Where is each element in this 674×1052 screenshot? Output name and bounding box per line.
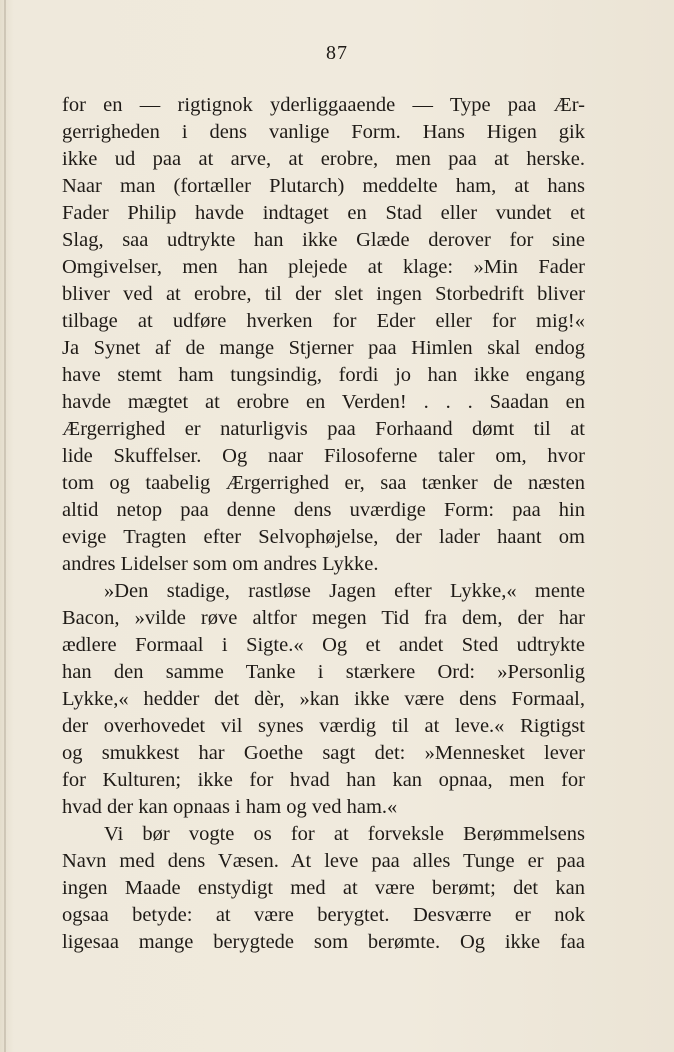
text-line: ogsaa betyde: at være berygtet. Desværre er nok	[62, 904, 585, 926]
text-line: for Kulturen; ikke for hvad han kan opnaa, men for	[62, 769, 585, 791]
text-line: Ærgerrighed er naturligvis paa Forhaand dømt til at	[62, 418, 585, 440]
text-line: ikke ud paa at arve, at erobre, men paa at herske.	[62, 148, 585, 170]
text-line: for en — rigtignok yderliggaaende — Type paa Ær-	[62, 94, 585, 116]
text-line: »Den stadige, rastløse Jagen efter Lykke,« mente	[104, 580, 585, 602]
text-line: gerrigheden i dens vanlige Form. Hans Higen gik	[62, 121, 585, 143]
text-line: hvad der kan opnaas i ham og ved ham.«	[62, 796, 398, 818]
text-line: lide Skuffelser. Og naar Filosoferne taler om, hvor	[62, 445, 585, 467]
text-line: Ja Synet af de mange Stjerner paa Himlen skal endog	[62, 337, 585, 359]
text-line: have stemt ham tungsindig, fordi jo han ikke engang	[62, 364, 585, 386]
text-line: og smukkest har Goethe sagt det: »Mennesket lever	[62, 742, 585, 764]
text-line: Naar man (fortæller Plutarch) meddelte ham, at hans	[62, 175, 585, 197]
text-line: Fader Philip havde indtaget en Stad eller vundet et	[62, 202, 585, 224]
text-line: Vi bør vogte os for at forveksle Berømmelsens	[104, 823, 585, 845]
text-line: tilbage at udføre hverken for Eder eller for mig!«	[62, 310, 585, 332]
text-line: Lykke,« hedder det dèr, »kan ikke være dens Formaal,	[62, 688, 585, 710]
text-line: Omgivelser, men han plejede at klage: »Min Fader	[62, 256, 585, 278]
text-line: der overhovedet vil synes værdig til at leve.« Rigtigst	[62, 715, 585, 737]
text-line: tom og taabelig Ærgerrighed er, saa tænker de næsten	[62, 472, 585, 494]
text-line: Bacon, »vilde røve altfor megen Tid fra dem, der har	[62, 607, 585, 629]
body-text	[62, 92, 585, 956]
text-line: Slag, saa udtrykte han ikke Glæde derover for sine	[62, 229, 585, 251]
text-line: ingen Maade enstydigt med at være berømt; det kan	[62, 877, 585, 899]
text-line: ligesaa mange berygtede som berømte. Og ikke faa	[62, 931, 585, 953]
page-edge	[4, 0, 6, 1052]
text-line: altid netop paa denne dens uværdige Form: paa hin	[62, 499, 585, 521]
text-line: Navn med dens Væsen. At leve paa alles Tunge er paa	[62, 850, 585, 872]
text-line: han den samme Tanke i stærkere Ord: »Personlig	[62, 661, 585, 683]
text-line: evige Tragten efter Selvophøjelse, der lader haant om	[62, 526, 585, 548]
page-number: 87	[326, 42, 348, 64]
text-line: andres Lidelser som om andres Lykke.	[62, 553, 379, 575]
text-line: ædlere Formaal i Sigte.« Og et andet Sted udtrykte	[62, 634, 585, 656]
text-line: havde mægtet at erobre en Verden! . . . Saadan en	[62, 391, 585, 413]
text-line: bliver ved at erobre, til der slet ingen Storbedrift bliver	[62, 283, 585, 305]
